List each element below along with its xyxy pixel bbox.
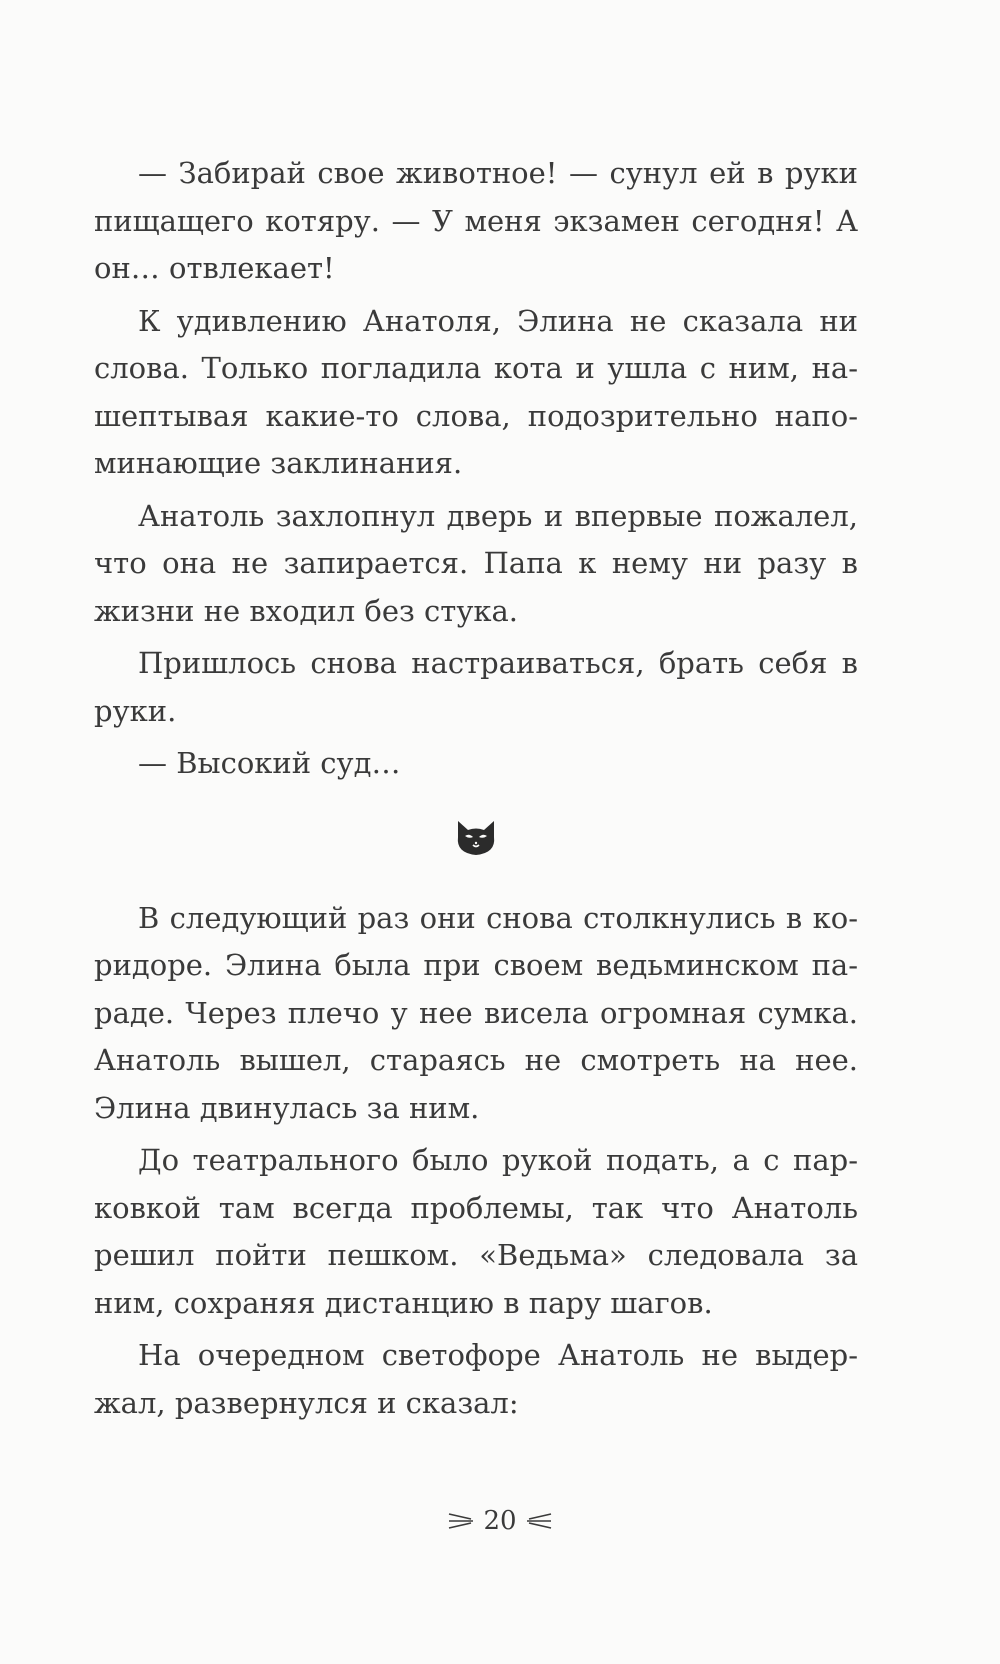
ornament-left-icon [447, 1510, 475, 1532]
paragraph: До театрального было рукой подать, а с парковкой там всегда проблемы, так что Анатоль решил пойти пешком. «Ведьма» следовала за ним, сохраняя дистанцию в пару шагов. [94, 1143, 858, 1320]
ornament-right-icon [525, 1510, 553, 1532]
text-section-2 [94, 895, 858, 1428]
paragraph: — Высокий суд… [138, 746, 401, 780]
paragraph: Пришлось снова настраиваться, брать себя в руки. [94, 646, 858, 728]
cat-face-icon [454, 819, 498, 859]
paragraph: К удивлению Анатоля, Элина не сказала ни слова. Только погладила кота и ушла с ним, нашептывая какие-то слова, подозрительно напоминающие заклинания. [94, 303, 858, 480]
section-divider [94, 787, 858, 891]
paragraph: В следующий раз они снова столкнулись в коридоре. Элина была при своем ведьминском параде. Через плечо у нее висела огромная сумка. Анатоль вышел, стараясь не смотреть на нее. Элина двинулась за ним. [94, 900, 858, 1125]
paragraph: — Забирай свое животное! — сунул ей в руки пищащего котяру. — У меня экзамен сегодня! А он… отвлекает! [94, 156, 858, 285]
book-page [94, 150, 858, 1432]
paragraph: На очередном светофоре Анатоль не выдержал, развернулся и сказал: [94, 1338, 858, 1420]
page-footer [0, 1506, 1000, 1536]
paragraph: Анатоль захлопнул дверь и впервые пожалел, что она не запирается. Папа к нему ни разу в жизни не входил без стука. [94, 498, 858, 628]
page-number: 20 [483, 1506, 517, 1536]
text-section-1 [94, 150, 858, 788]
